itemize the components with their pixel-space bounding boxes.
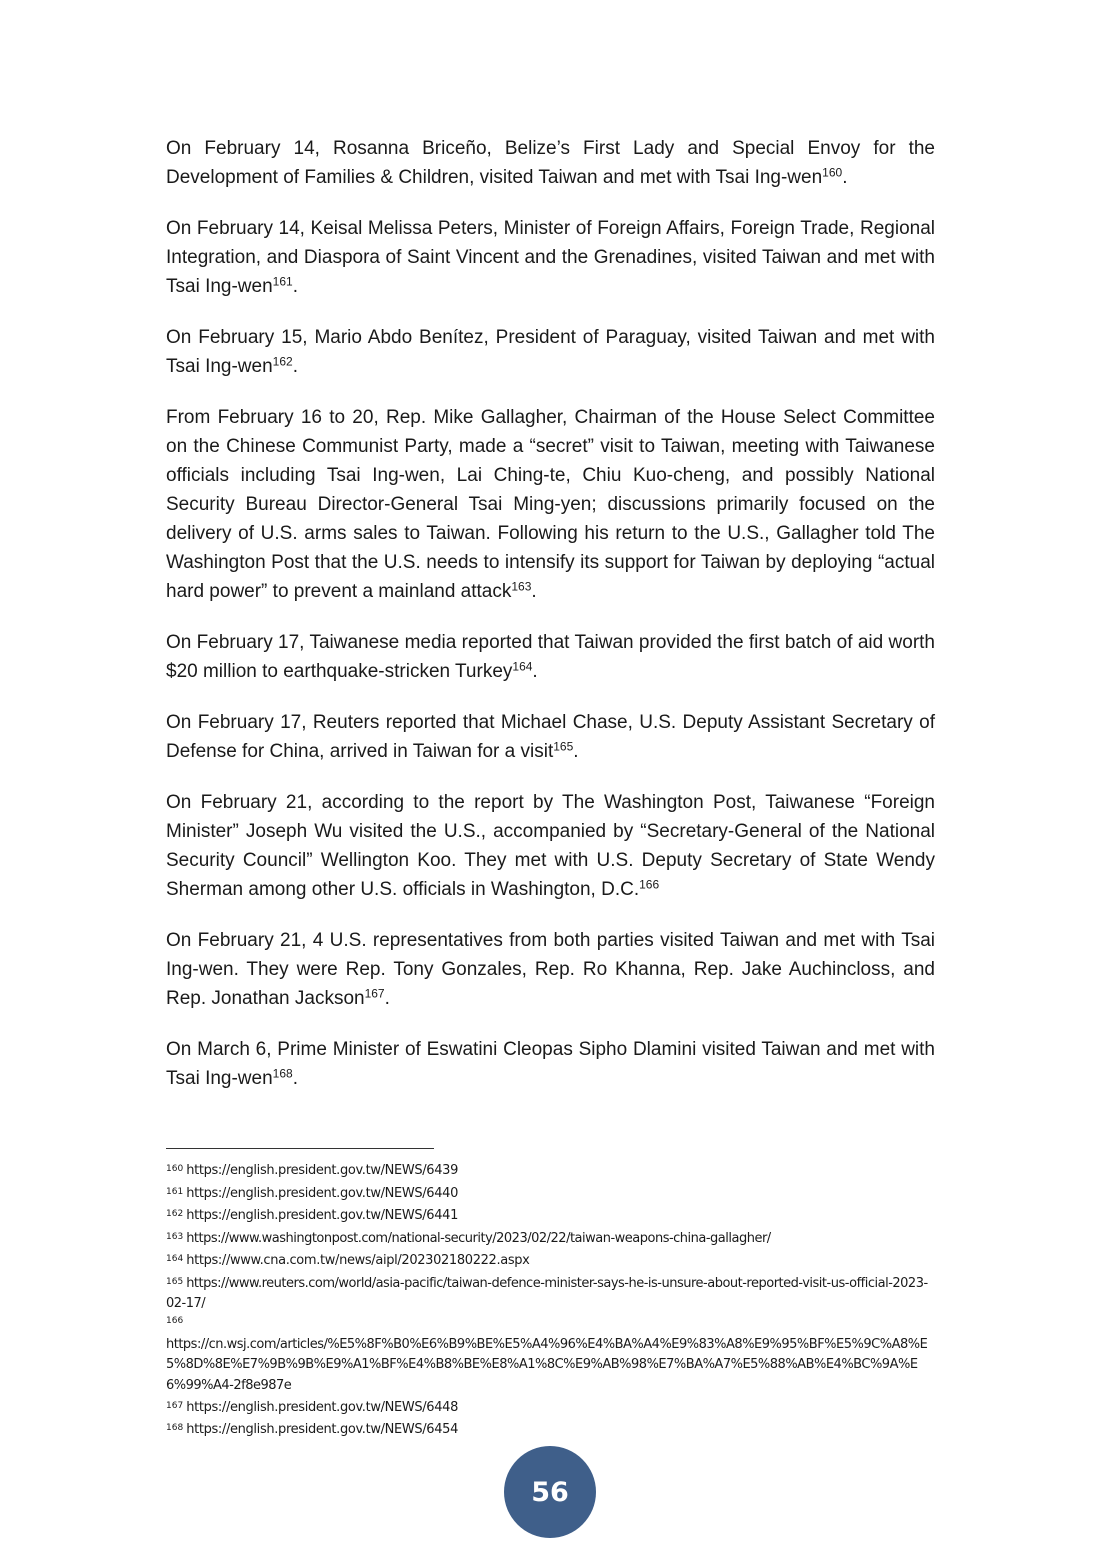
footnote-link[interactable]: https://english.president.gov.tw/NEWS/6454 [186,1422,458,1438]
footnote-161 [166,1182,935,1205]
footnote-link[interactable]: https://english.president.gov.tw/NEWS/6439 [186,1163,458,1179]
footnote-number: 163 [166,1231,184,1242]
paragraph-chase-visit: On February 17, Reuters reported that Michael Chase, U.S. Deputy Assistant Secretary of Defense for China, arrived in Taiwan for a visit$^{165}$. [166,712,935,762]
footnote-ref-160[interactable]: 160 [822,165,843,180]
footnote-ref-166[interactable]: 166 [639,877,660,892]
paragraph-benitez-visit: On February 15, Mario Abdo Benítez, President of Paraguay, visited Taiwan and met with Tsai Ing-wen$^{162}$. [166,327,935,377]
footnote-link[interactable]: https://english.president.gov.tw/NEWS/6448 [186,1400,458,1416]
footnote-ref-161[interactable]: 161 [272,274,293,289]
footnote-number: 165 [166,1276,184,1287]
footnote-166 [166,1315,935,1396]
footnote-162 [166,1204,935,1227]
paragraph-peters-visit: On February 14, Keisal Melissa Peters, Minister of Foreign Affairs, Foreign Trade, Regional Integration, and Diaspora of Saint Vincent and the Grenadines, visited Taiwan and met with Tsai Ing-wen$^{161}$. [166,218,935,297]
footnote-number: 164 [166,1254,184,1265]
footnote-ref-164[interactable]: 164 [512,659,533,674]
footnote-ref-167[interactable]: 167 [364,986,385,1001]
footnote-ref-168[interactable]: 168 [272,1066,293,1081]
footnote-link[interactable]: https://english.president.gov.tw/NEWS/6441 [186,1208,458,1224]
footnote-number: 161 [166,1186,184,1197]
footnote-link[interactable]: https://english.president.gov.tw/NEWS/6440 [186,1185,458,1201]
footnote-163 [166,1227,935,1250]
footnote-160 [166,1159,935,1182]
page-number: 56 [531,1476,569,1508]
footnote-link[interactable]: https://www.cna.com.tw/news/aipl/202302180222.aspx [186,1253,530,1269]
footnote-ref-163[interactable]: 163 [511,579,532,594]
paragraph-representatives-visit: On February 21, 4 U.S. representatives from both parties visited Taiwan and met with Tsai Ing-wen. They were Rep. Tony Gonzales, Rep. Ro Khanna, Rep. Jake Auchincloss, and Rep. Jonathan Jackson$^{167}$. [166,930,935,1009]
footnote-link[interactable]: https://cn.wsj.com/articles/%E5%8F%B0%E6%B9%BE%E5%A4%96%E4%BA%A4%E9%83%A8%E9%95%BF%E5%9C%A8%E5%8D%8E%E7%9B%9B%E9%A1%BF%E4%B8%BE%E8%A1%8C%E9%AB%98%E7%BA%A7%E5%88%AB%E4%BC%9A%E6%99%A4-2f8e987e [166,1336,928,1393]
body-text [166,134,935,1115]
footnote-link[interactable]: https://www.reuters.com/world/asia-pacific/taiwan-defence-minister-says-he-is-unsure-about-reported-visit-us-official-2023-02-17/ [166,1275,928,1312]
page-number-badge [504,1446,596,1538]
paragraph-dlamini-visit: On March 6, Prime Minister of Eswatini Cleopas Sipho Dlamini visited Taiwan and met with Tsai Ing-wen$^{168}$. [166,1039,935,1089]
footnote-link[interactable]: https://www.washingtonpost.com/national-security/2023/02/22/taiwan-weapons-china-gallagher/ [186,1230,771,1246]
paragraph-briceno-visit: On February 14, Rosanna Briceño, Belize’s First Lady and Special Envoy for the Development of Families & Children, visited Taiwan and met with Tsai Ing-wen$^{160}$. [166,138,935,188]
paragraph-gallagher-visit: From February 16 to 20, Rep. Mike Gallagher, Chairman of the House Select Committee on the Chinese Communist Party, made a “secret” visit to Taiwan, meeting with Taiwanese officials including Tsai Ing-wen, Lai Ching-te, Chiu Kuo-cheng, and possibly National Security Bureau Director-General Tsai Ming-yen; discussions primarily focused on the delivery of U.S. arms sales to Taiwan. Following his return to the U.S., Gallagher told The Washington Post that the U.S. needs to intensify its support for Taiwan by deploying “actual hard power” to prevent a mainland attack$^{163}$. [166,407,935,602]
footnote-separator [166,1148,434,1149]
footnote-number: 160 [166,1164,184,1174]
footnote-167 [166,1396,935,1419]
footnotes [166,1159,935,1441]
footnote-number: 167 [166,1400,184,1411]
footnote-164 [166,1249,935,1272]
footnote-165 [166,1272,935,1315]
footnote-ref-162[interactable]: 162 [272,354,293,369]
footnote-number: 162 [166,1209,184,1220]
footnote-168 [166,1418,935,1441]
footnote-number: 166 [166,1315,184,1326]
footnote-number: 168 [166,1423,184,1434]
paragraph-turkey-aid: On February 17, Taiwanese media reported that Taiwan provided the first batch of aid worth $20 million to earthquake-stricken Turkey$^{164}$. [166,632,935,682]
footnote-ref-165[interactable]: 165 [553,739,574,754]
paragraph-wu-us-visit: On February 21, according to the report by The Washington Post, Taiwanese “Foreign Minister” Joseph Wu visited the U.S., accompanied by “Secretary-General of the National Security Council” Wellington Koo. They met with U.S. Deputy Secretary of State Wendy Sherman among other U.S. officials in Washington, D.C.$^{166}$ [166,792,935,900]
